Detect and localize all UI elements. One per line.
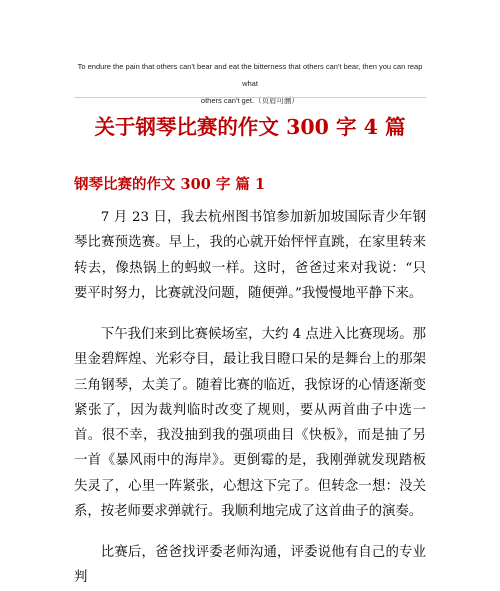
document-title: 关于钢琴比赛的作文 300 字 4 篇 xyxy=(94,115,406,139)
page-header xyxy=(70,58,430,109)
section-heading: 钢琴比赛的作文 300 字 篇 1 xyxy=(74,176,266,193)
header-divider xyxy=(74,97,426,98)
body-paragraph-1: 7 月 23 日，我去杭州图书馆参加新加坡国际青少年钢琴比赛预选赛。早上，我的心就开始怦怦直跳，在家里转来转去，像热锅上的蚂蚁一样。这时，爸爸过来对我说：“只要平时努力，比赛就没问题，随便弹。”我慢慢地平静下来。 xyxy=(74,210,426,301)
body-paragraph-2: 下午我们来到比赛候场室，大约 4 点进入比赛现场。那里金碧辉煌、光彩夺目，最让我目瞪口呆的是舞台上的那架三角钢琴，太美了。随着比赛的临近，我惊讶的心情逐渐变紧张了，因为裁判临时改变了规则，要从两首曲子中选一首。很不幸，我没抽到我的强项曲目《快板》，而是抽了另一首《暴风雨中的海岸》。更倒霉的是，我刚弹就发现踏板失灵了，心里一阵紧张，心想这下完了。但转念一想：没关系，按老师要求弹就行。我顺利地完成了这首曲子的演奏。 xyxy=(74,327,426,520)
header-quote-line-2: others can't get.（页眉可删） xyxy=(200,96,300,105)
header-quote-line-1: To endure the pain that others can't bear and eat the bitterness that others can't bear, then you can reap what xyxy=(77,62,423,88)
body-paragraph-3: 比赛后，爸爸找评委老师沟通，评委说他有自己的专业判 xyxy=(74,545,426,586)
